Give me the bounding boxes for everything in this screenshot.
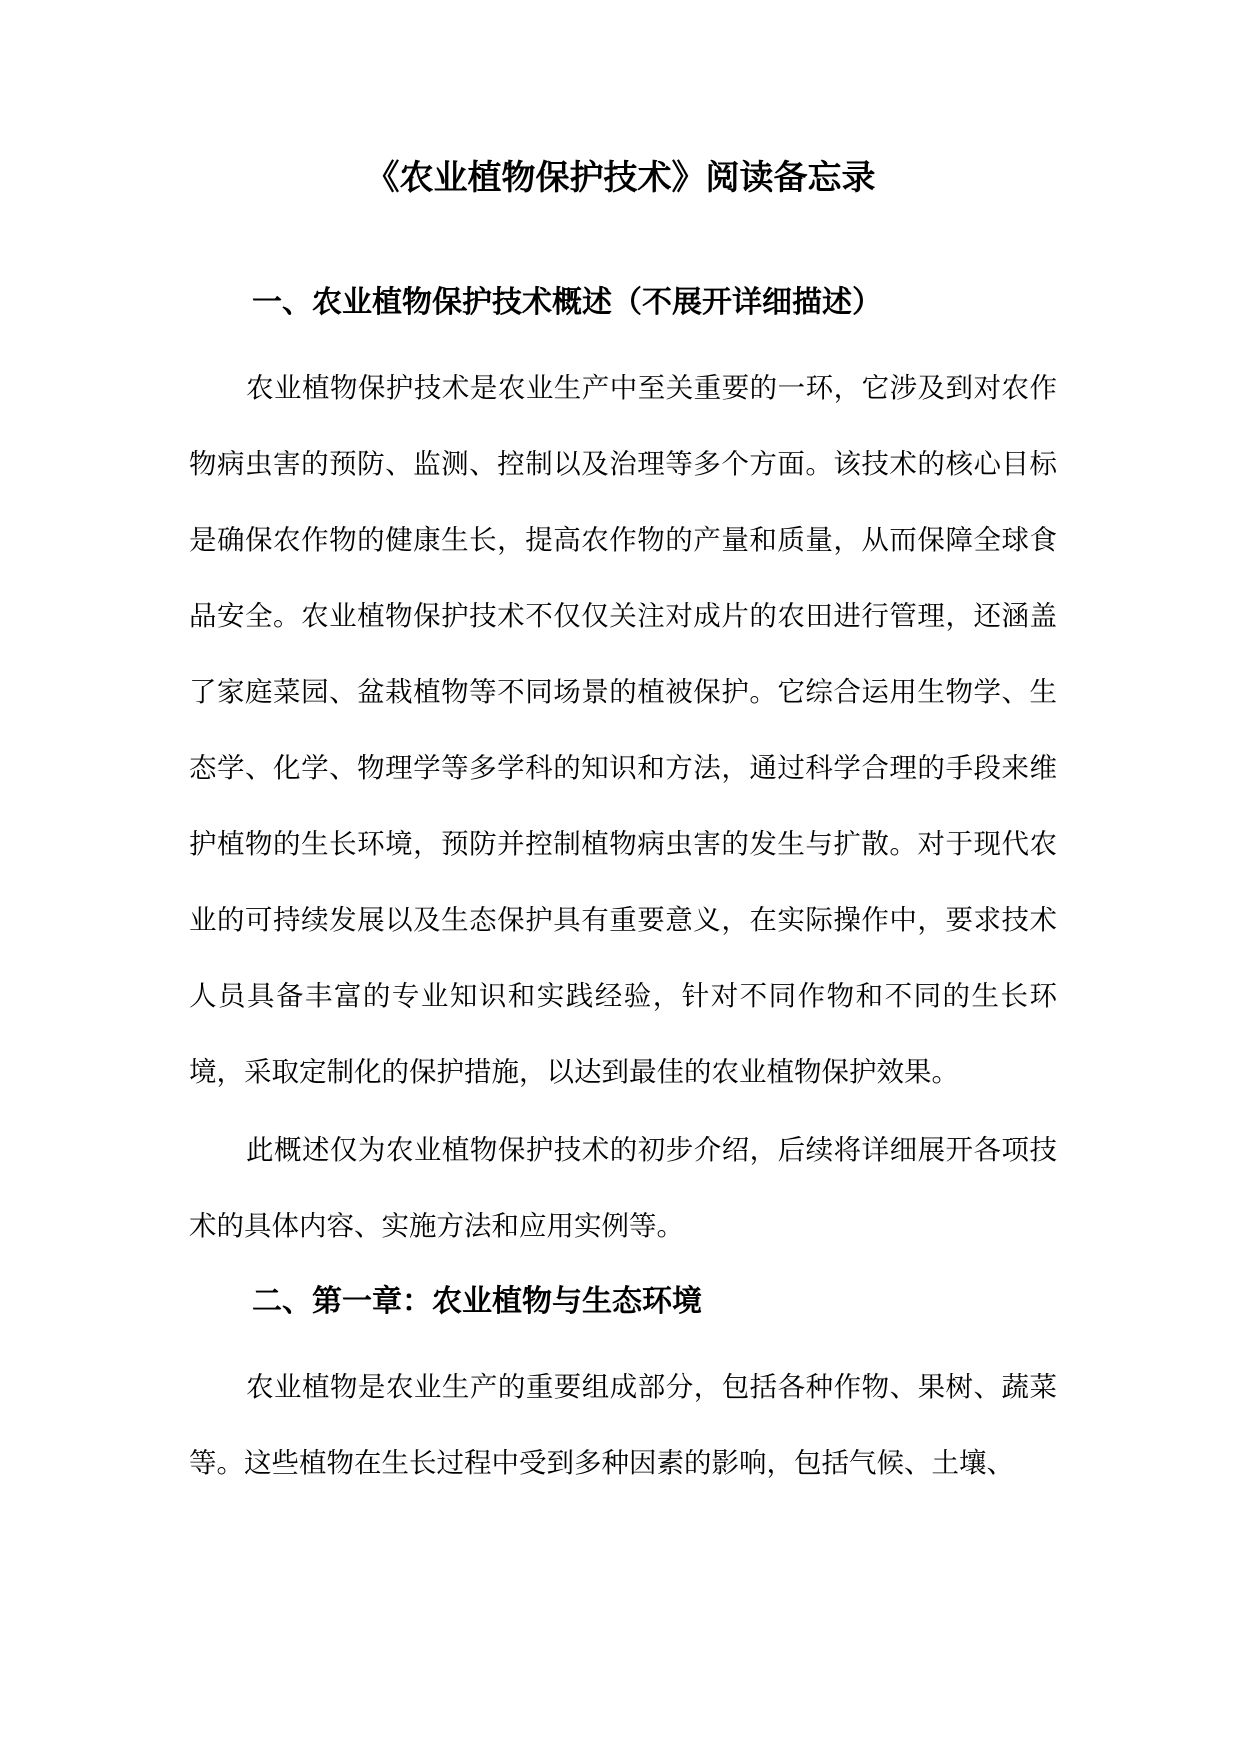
section-1-paragraph-1: 农业植物保护技术是农业生产中至关重要的一环，它涉及到对农作物病虫害的预防、监测、控制以及治理等多个方面。该技术的核心目标是确保农作物的健康生长，提高农作物的产量和质量，从而保障全球食品安全。农业植物保护技术不仅仅关注对成片的农田进行管理，还涵盖了家庭菜园、盆栽植物等不同场景的植被保护。它综合运用生物学、生态学、化学、物理学等多学科的知识和方法，通过科学合理的手段来维护植物的生长环境，预防并控制植物病虫害的发生与扩散。对于现代农业的可持续发展以及生态保护具有重要意义，在实际操作中，要求技术人员具备丰富的专业知识和实践经验，针对不同作物和不同的生长环境，采取定制化的保护措施，以达到最佳的农业植物保护效果。 <box>189 372 1057 1088</box>
section-1-paragraph-2: 此概述仅为农业植物保护技术的初步介绍，后续将详细展开各项技术的具体内容、实施方法和应用实例等。 <box>189 1134 1057 1242</box>
document-title: 《农业植物保护技术》阅读备忘录 <box>365 158 876 198</box>
section-2-heading: 二、第一章：农业植物与生态环境 <box>252 1284 702 1319</box>
section-1-heading: 一、农业植物保护技术概述（不展开详细描述） <box>252 285 882 320</box>
section-2-paragraph-1: 农业植物是农业生产的重要组成部分，包括各种作物、果树、蔬菜等。这些植物在生长过程中受到多种因素的影响，包括气候、土壤、 <box>189 1371 1057 1479</box>
